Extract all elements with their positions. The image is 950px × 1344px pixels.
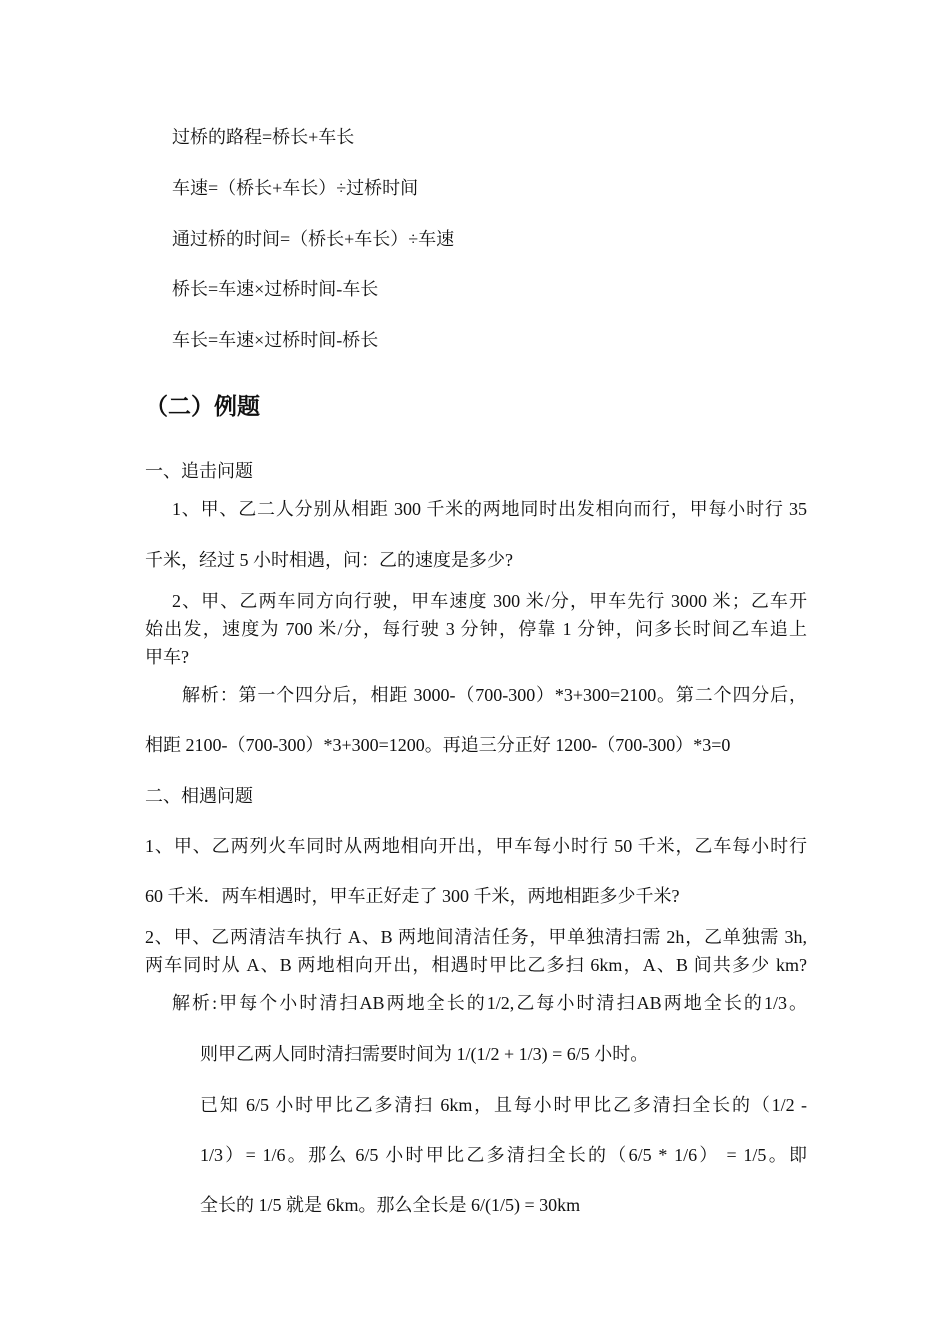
part2-analysis-line4: 1/3）= 1/6。那么 6/5 小时甲比乙多清扫全长的（6/5 * 1/6） = 1/5。即 xyxy=(200,1145,807,1165)
part1-analysis-line2: 相距 2100-（700-300）*3+300=1200。再追三分正好 1200-（700-300）*3=0 xyxy=(145,735,731,755)
formula-crossing-time: 通过桥的时间=（桥长+车长）÷车速 xyxy=(172,229,455,249)
formula-bridge-length: 桥长=车速×过桥时间-车长 xyxy=(172,279,379,299)
part2-analysis-line2: 则甲乙两人同时清扫需要时间为 1/(1/2 + 1/3) = 6/5 小时。 xyxy=(200,1044,649,1064)
part2-analysis-line3: 已知 6/5 小时甲比乙多清扫 6km，且每小时甲比乙多清扫全长的（1/2 - xyxy=(200,1095,807,1115)
formula-bridge-distance: 过桥的路程=桥长+车长 xyxy=(172,127,355,147)
part1-analysis-line1: 解析：第一个四分后，相距 3000-（700-300）*3+300=2100。第二个四分后， xyxy=(182,685,807,705)
formula-train-speed: 车速=（桥长+车长）÷过桥时间 xyxy=(172,178,419,198)
part2-q2-line2: 两车同时从 A、B 两地相向开出，相遇时甲比乙多扫 6km，A、B 间共多少 km? xyxy=(145,955,807,975)
part1-q2-line2: 始出发，速度为 700 米/分，每行驶 3 分钟，停靠 1 分钟，问多长时间乙车追上 xyxy=(145,619,807,639)
part1-q1-line2: 千米，经过 5 小时相遇，问：乙的速度是多少? xyxy=(145,550,513,570)
part1-q1-line1: 1、甲、乙二人分别从相距 300 千米的两地同时出发相向而行，甲每小时行 35 xyxy=(172,499,807,519)
part1-q2-line3: 甲车? xyxy=(145,647,189,667)
section-title: （二）例题 xyxy=(145,394,260,420)
part2-analysis-line5: 全长的 1/5 就是 6km。那么全长是 6/(1/5) = 30km xyxy=(200,1195,581,1215)
part2-q1-line1: 1、甲、乙两列火车同时从两地相向开出，甲车每小时行 50 千米，乙车每小时行 xyxy=(145,836,807,856)
formula-train-length: 车长=车速×过桥时间-桥长 xyxy=(172,330,379,350)
part2-q1-line2: 60 千米．两车相遇时，甲车正好走了 300 千米，两地相距多少千米? xyxy=(145,886,680,906)
part2-q2-line1: 2、甲、乙两清洁车执行 A、B 两地间清洁任务，甲单独清扫需 2h，乙单独需 3h, xyxy=(145,927,807,947)
part2-title: 二、相遇问题 xyxy=(145,786,253,806)
part2-analysis-line1: 解析:甲每个小时清扫AB两地全长的1/2,乙每小时清扫AB两地全长的1/3。 xyxy=(172,993,807,1013)
part1-title: 一、追击问题 xyxy=(145,461,253,481)
part1-q2-line1: 2、甲、乙两车同方向行驶，甲车速度 300 米/分，甲车先行 3000 米；乙车开 xyxy=(172,591,807,611)
